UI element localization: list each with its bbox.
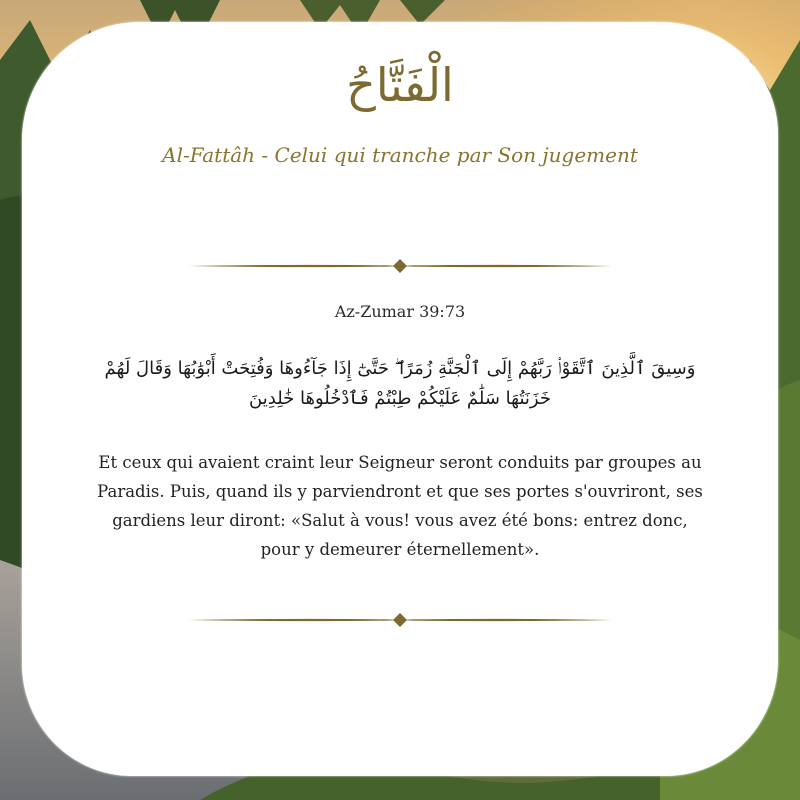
verse-french: Et ceux qui avaient craint leur Seigneur seront conduits par groupes au Paradis. Puis, quand ils y parviendront et que ses portes s'ouvriront, ses gardiens leur diront: «Salut à vous! vous avez été bons: entrez donc, pour y demeurer éternellement». (97, 453, 703, 559)
divider-top (188, 258, 612, 274)
verse-arabic: وَسِيقَ ٱلَّذِينَ ٱتَّقَوْا۟ رَبَّهُمْ إِلَى ٱلْجَنَّةِ زُمَرًا ۖ حَتَّىٰٓ إِذَا جَآءُوهَا وَفُتِحَتْ أَبْوَٰبُهَا وَقَالَ لَهُمْ خَزَنَتُهَا سَلَٰمٌ عَلَيْكُمْ طِبْتُمْ فَٱدْخُلُوهَا خَٰلِدِينَ (104, 358, 696, 409)
divine-name-french: Al-Fattâh - Celui qui tranche par Son jugement (162, 143, 638, 167)
verse-reference: Az-Zumar 39:73 (334, 302, 466, 321)
divine-name-arabic: الْفَتَّاحُ (346, 58, 454, 112)
divider-bottom (188, 612, 612, 628)
